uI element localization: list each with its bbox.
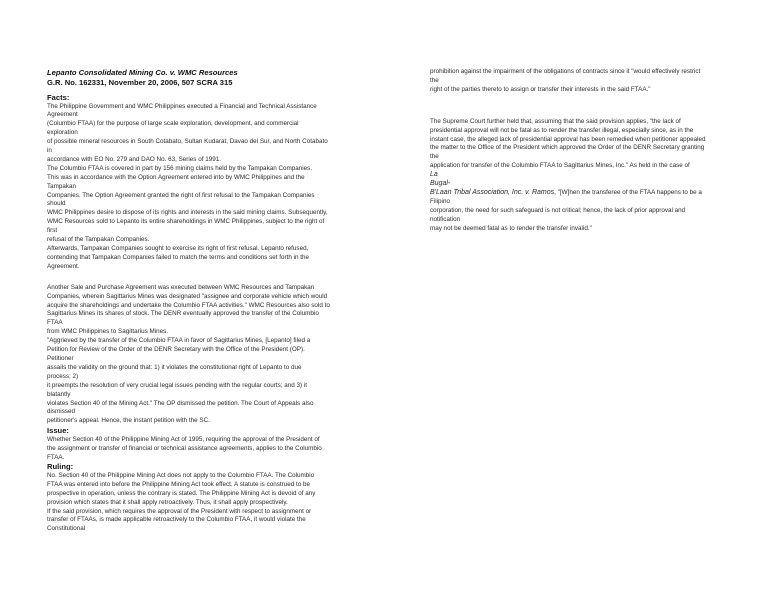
text-line: Another Sale and Purchase Agreement was executed between WMC Resources and Tampakan [47,283,315,291]
case-reference-continuation [430,198,735,234]
continuation-paragraph [430,68,735,95]
text-line: WMC Philippines desire to dispose of its rights and interests in the said mining claims. Subsequently, [47,209,328,217]
text-line: Companies, wherein Sagittarius Mines was designated "assignee and corporate vehicle which would [47,292,328,300]
text-line: may not be deemed fatal as to render the transfer invalid." [430,224,592,232]
text-line: Afterwards, Tampakan Companies sought to exercise its right of first refusal. Lepanto refused, [47,245,309,252]
text-line: Agreement. [47,262,80,270]
text-line: No. Section 40 of the Philippine Mining Act does not apply to the Columbio FTAA. The Columbio [47,471,315,479]
text-line: in [47,147,52,155]
text-line: right of the parties thereto to assign or transfer their interests in the said FTAA." [430,85,651,93]
text-line: violates Section 40 of the Mining Act." The OP dismissed the petition. The Court of Appeals also [47,399,314,407]
text-line: Whether Section 40 of the Philippine Mining Act of 1995, requiring the approval of the President of [47,435,320,443]
case-reference-part-1: La [430,171,438,179]
text-line: corporation, the need for such safeguard is not critical; hence, the lack of prior approval and [430,206,686,214]
facts-heading: Facts: [47,93,70,102]
text-line: assails the validity on the ground that: 1) it violates the constitutional right of Lepanto to due [47,363,302,371]
issue-text [47,436,347,463]
text-line: prohibition against the impairment of the obligations of contracts since it "would effectively restrict [430,68,701,75]
text-line: it preempts the resolution of very crucial legal issues pending with the regular courts; and 3) it [47,381,308,389]
text-line: the assignment or transfer of financial or technical assistance agreements, applies to the Columbio [47,444,322,452]
text-line: Constitutional [47,525,86,533]
text-line: acquire the shareholdings and undertake the Columbio FTAA activities." WMC Resources also sold to [47,301,330,309]
text-line: provision which states that it shall apply retroactively. Thus, it shall apply prospectively. [47,498,288,506]
text-line: the [430,76,439,84]
text-line: FTAA. [47,453,65,461]
case-reference-part-2: Bugal- [430,180,451,188]
text-line: blatantly [47,390,71,398]
left-column [47,68,347,534]
text-line: The Philippine Government and WMC Philippines executed a Financial and Technical Assistance [47,102,317,110]
text-line: Sagittarius Mines its shares of stock. The DENR eventually approved the transfer of the Columbio [47,310,319,318]
text-line: accordance with EO No. 279 and DAO No. 63, Series of 1991. [47,155,221,163]
text-line: Companies. The Option Agreement granted the right of first refusal to the Tampakan Companies [47,191,315,199]
issue-heading: Issue: [47,426,69,436]
facts-paragraph-2 [47,284,347,427]
text-line: notification [430,215,461,223]
text-line: contending that Tampakan Companies failed to match the terms and conditions set forth in the [47,253,310,261]
right-column [430,68,735,234]
text-line: The Supreme Court further held that, assuming that the said provision applies, "the lack of [430,117,681,125]
case-citation: G.R. No. 162331, November 20, 2006, 507 SCRA 315 [47,77,233,87]
text-line: Petition for Review of the Order of the DENR Secretary with the Office of the President (OP). [47,346,305,354]
case-reference-quote: , "[W]hen the transferee of the FTAA happens to be a [554,188,702,196]
text-line: Petitioner [47,354,74,362]
case-reference-name: B'Laan Tribal Association, Inc. v. Ramos [430,188,555,196]
text-line: of possible mineral resources in South Cotabato, Sultan Kudarat, Davao del Sur, and North Cotabato [47,138,328,146]
text-line: "Aggrieved by the transfer of the Columbio FTAA in favor of Sagittarius Mines, [Lepanto] filed a [47,337,311,345]
text-line: application for transfer of the Columbio FTAA to Sagittarius Mines, Inc." As held in the case of [430,162,690,170]
text-line: Tampakan [47,182,77,190]
text-line: petitioner's appeal. Hence, the instant petition with the SC. [47,417,210,425]
text-line: first [47,227,58,235]
text-line: The Columbio FTAA is covered in part by 156 mining claims held by the Tampakan Companies. [47,164,313,172]
text-line: the [430,153,439,161]
text-line: This was in accordance with the Option Agreement entered into by WMC Philippines and the [47,173,305,181]
text-line: FTAA was entered into before the Philippine Mining Act took effect. A statute is construed to be [47,480,310,488]
text-line: transfer of FTAAs, is made applicable retroactively to the Columbio FTAA, it would violate the [47,516,306,524]
facts-paragraph-1 [47,103,347,272]
text-line: WMC Resources sold to Lepanto its entire shareholdings in WMC Philippines, subject to the right of [47,218,325,226]
supreme-court-paragraph [430,118,735,171]
text-line: presidential approval will not be fatal as to render the transfer illegal, especially since, as in the [430,126,694,134]
text-line: (Columbio FTAA) for the purpose of large scale exploration, development, and commercial [47,120,299,128]
ruling-text [47,472,347,534]
text-line: exploration [47,129,78,137]
case-reference-line-2 [430,180,735,189]
text-line: If the said provision, which requires the approval of the President with respect to assignment or [47,507,312,515]
text-line: process; 2) [47,372,79,380]
text-line: FTAA [47,319,63,327]
text-line: Agreement [47,111,78,119]
text-line: the matter to the Office of the President which approved the Order of the DENR Secretary granting [430,144,705,152]
case-title: Lepanto Consolidated Mining Co. v. WMC Resources [47,68,238,77]
text-line: instant case, the alleged lack of presidential approval has been remedied when petitioner appealed [430,135,706,143]
case-reference-line-1 [430,171,735,180]
text-line: Filipino [430,197,450,205]
text-line: should [47,200,66,208]
text-line: refusal of the Tampakan Companies. [47,236,150,244]
text-line: from WMC Philippines to Sagittarius Mines. [47,328,169,336]
text-line: prospective in operation, unless the contrary is stated. The Philippine Mining Act is devoid of any [47,489,316,497]
ruling-heading: Ruling: [47,462,74,472]
text-line: dismissed [47,408,75,416]
case-reference-line-3 [430,189,735,198]
